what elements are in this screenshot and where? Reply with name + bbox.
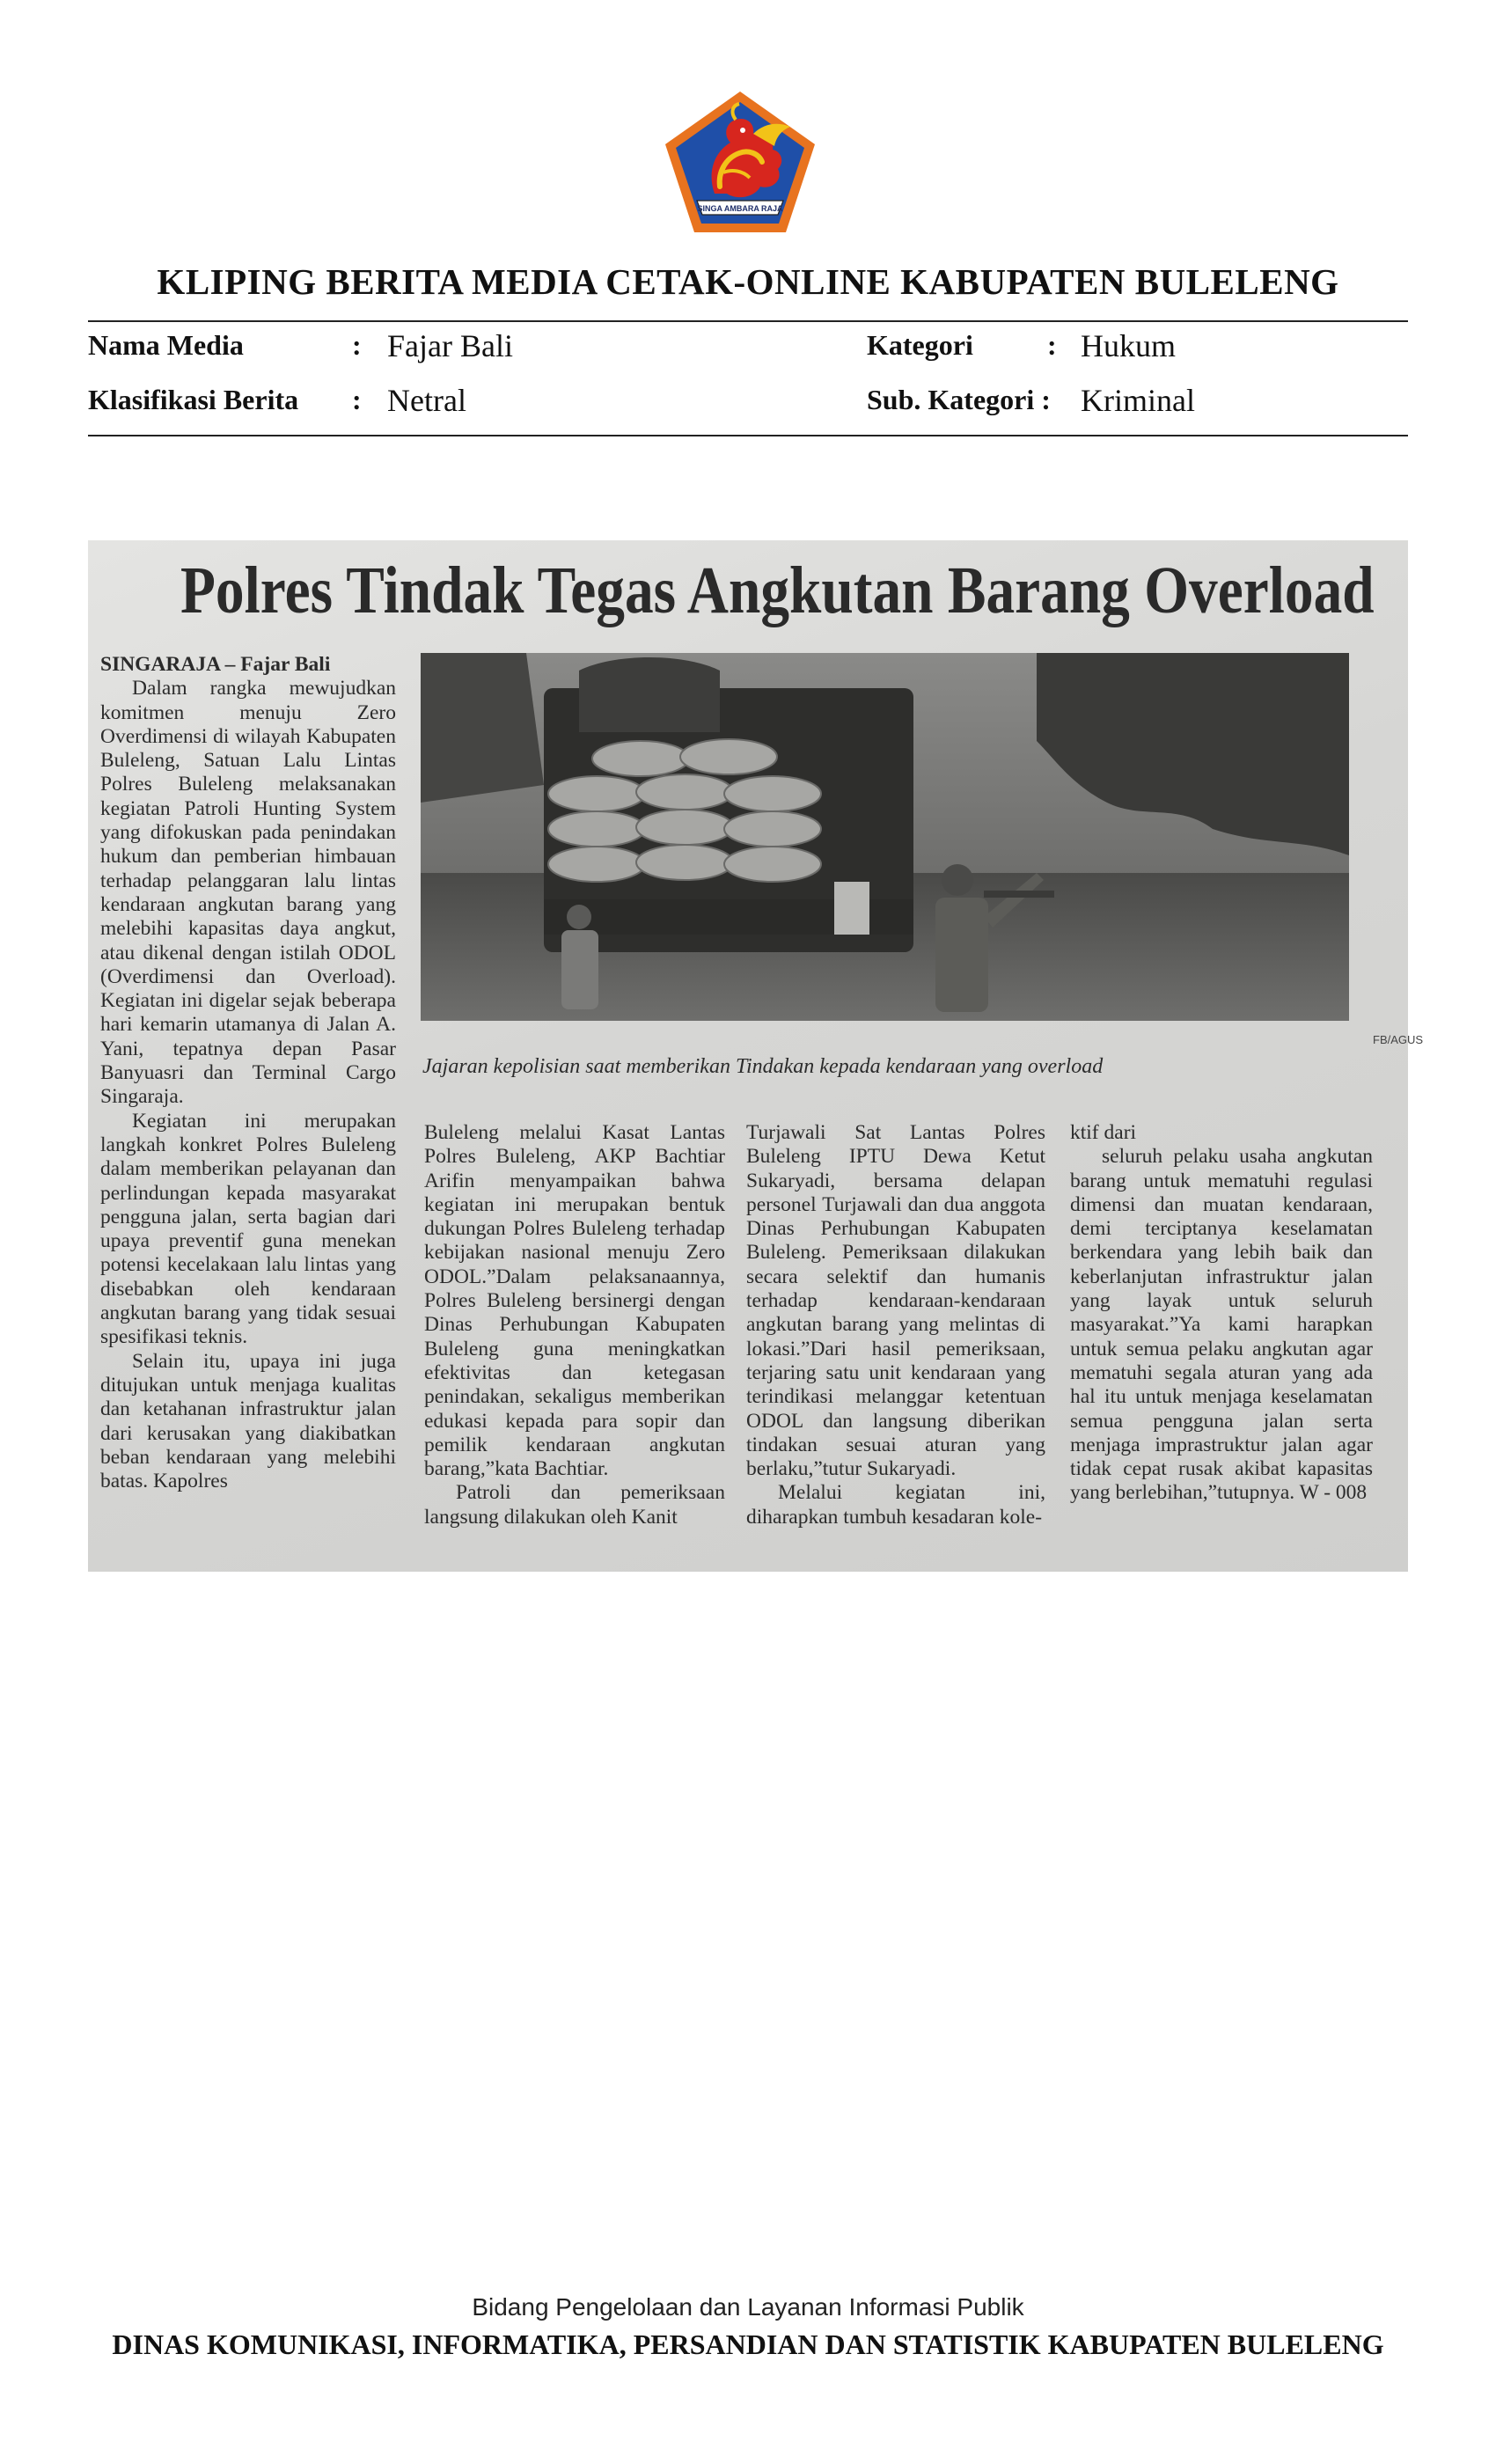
media-label: Nama Media [88, 329, 244, 361]
police-emblem-logo [662, 88, 818, 236]
document-title: KLIPING BERITA MEDIA CETAK-ONLINE KABUPATEN BULELENG [157, 261, 1339, 302]
paragraph: Selain itu, upaya ini juga ditujukan untuk menjaga kualitas dan ketahanan infrastruktur jalan dari kerusakan yang diakibatkan beban kendaraan yang melebihi batas. Kapolres [100, 1349, 396, 1493]
paragraph: Melalui kegiatan ini, diharapkan tumbuh kesadaran kole- [746, 1481, 1045, 1529]
divider-bottom [88, 435, 1408, 436]
newspaper-clipping [88, 540, 1424, 1572]
paragraph: Buleleng melalui Kasat Lantas Polres Buleleng, AKP Bachtiar Arifin menyampaikan bahwa kegiatan ini merupakan bentuk dukungan Polres Buleleng terhadap kebijakan nasional menuju Zero ODOL.”Dalam pelaksanaannya, Polres Buleleng bersinergi dengan Dinas Perhubungan Kabupaten Buleleng guna meningkatkan efektivitas dan ketegasan penindakan, sekaligus memberikan edukasi kepada para sopir dan pemilik kendaraan angkutan barang,”kata Bachtiar. [424, 1121, 725, 1481]
category-label: Kategori [867, 329, 973, 361]
article-column-1 [100, 653, 396, 1568]
article-photo [421, 653, 1349, 1021]
category-colon: : [1047, 329, 1057, 361]
classification-colon: : [352, 384, 362, 415]
photo-credit: FB/AGUS [1373, 1033, 1424, 1046]
media-value: Fajar Bali [387, 328, 513, 363]
paragraph: ktif dari [1070, 1121, 1137, 1144]
paragraph: seluruh pelaku usaha angkutan barang untuk mematuhi regulasi dimensi dan muatan kendaraan, demi terciptanya keselamatan berkendara yang lebih baik dan keberlanjutan infrastruktur jalan yang layak untuk seluruh masyarakat.”Ya kami harapkan untuk semua pelaku angkutan agar mematuhi segala aturan yang ada hal itu untuk menjaga keselamatan semua pengguna jalan serta menjaga imprastruktur jalan agar tidak cepat rusak akibat kapasitas yang berlebihan,”tutupnya. W - 008 [1070, 1145, 1373, 1505]
media-colon: : [352, 329, 362, 361]
footer-subtitle: Bidang Pengelolaan dan Layanan Informasi Publik [472, 2293, 1024, 2321]
classification-value: Netral [387, 383, 466, 418]
paragraph: Patroli dan pemeriksaan langsung dilakukan oleh Kanit [424, 1481, 725, 1529]
article-column-4 [1070, 1121, 1373, 1570]
category-value: Hukum [1081, 328, 1176, 363]
article-column-2 [424, 1121, 725, 1570]
paragraph: Kegiatan ini merupakan langkah konkret Polres Buleleng dalam memberikan pelayanan dan perlindungan kepada masyarakat pengguna jalan, serta bagian dari upaya preventif guna menekan potensi kecelakaan lalu lintas yang disebabkan oleh kendaraan angkutan barang yang tidak sesuai spesifikasi teknis. [100, 1109, 396, 1349]
paragraph: Turjawali Sat Lantas Polres Buleleng IPTU Dewa Ketut Sukaryadi, bersama delapan personel Turjawali dan dua anggota Dinas Perhubungan Kabupaten Buleleng. Pemeriksaan dilakukan secara selektif dan humanis terhadap kendaraan-kendaraan angkutan barang yang melintas di lokasi.”Dari hasil pemeriksaan, terjaring satu unit kendaraan yang terindikasi melanggar ketentuan ODOL dan langsung diberikan tindakan sesuai aturan yang berlaku,”tutur Sukaryadi. [746, 1121, 1045, 1481]
article-headline: Polres Tindak Tegas Angkutan Barang Overload [180, 554, 1375, 627]
photo-caption: Jajaran kepolisian saat memberikan Tindakan kepada kendaraan yang overload [422, 1055, 1104, 1078]
article-dateline: SINGARAJA – Fajar Bali [100, 653, 331, 676]
article-column-3 [746, 1121, 1045, 1570]
divider-top [88, 320, 1408, 322]
subcategory-value: Kriminal [1081, 383, 1195, 418]
footer-title: DINAS KOMUNIKASI, INFORMATIKA, PERSANDIAN DAN STATISTIK KABUPATEN BULELENG [112, 2328, 1384, 2360]
classification-label: Klasifikasi Berita [88, 384, 299, 415]
paragraph: Dalam rangka mewujudkan komitmen menuju Zero Overdimensi di wilayah Kabupaten Buleleng, Satuan Lalu Lintas Polres Buleleng melaksanakan kegiatan Patroli Hunting System yang difokuskan pada penindakan hukum dan pemberian himbauan terhadap pelanggaran lalu lintas kendaraan angkutan barang yang melebihi kapasitas daya angkut, atau dikenal dengan istilah ODOL (Overdimensi dan Overload). Kegiatan ini digelar sejak beberapa hari kemarin utamanya di Jalan A. Yani, tepatnya depan Pasar Banyuasri dan Terminal Cargo Singaraja. [100, 677, 396, 1109]
logo-motto: SINGA AMBARA RAJA [697, 204, 783, 213]
subcategory-label: Sub. Kategori : [867, 384, 1051, 415]
